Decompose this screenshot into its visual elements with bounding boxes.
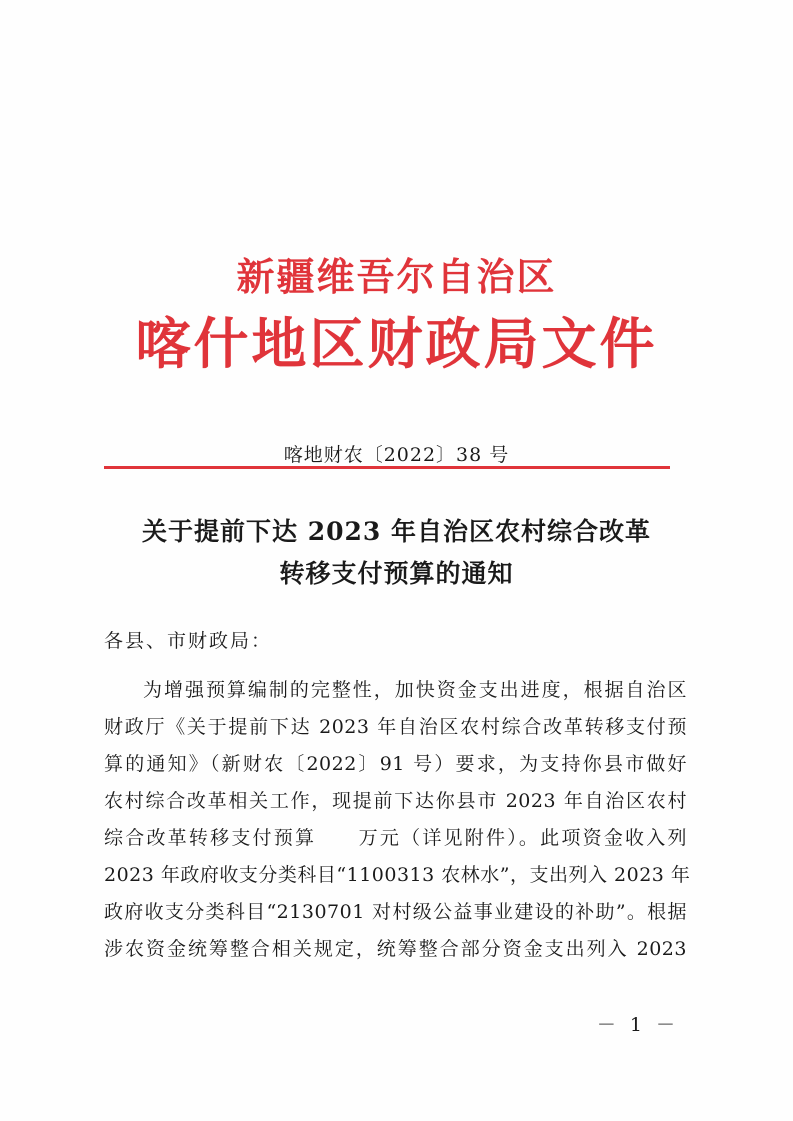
body-line: 综合改革转移支付预算 万元（详见附件）。此项资金收入列	[104, 827, 687, 849]
issuer-region-heading: 新疆维吾尔自治区	[236, 254, 557, 299]
body-line: 涉农资金统筹整合相关规定，统筹整合部分资金支出列入 2023	[104, 938, 687, 960]
document-number: 喀地财农〔2022〕38 号	[283, 444, 510, 466]
body-line: 农村综合改革相关工作，现提前下达你县市 2023 年自治区农村	[104, 790, 687, 812]
body-line: 算的通知》（新财农〔2022〕91 号）要求，为支持你县市做好	[104, 753, 687, 775]
red-divider-rule	[104, 466, 670, 469]
body-line: 2023 年政府收支分类科目“1100313 农林水”，支出列入 2023 年	[104, 864, 691, 886]
document-title-line-1: 关于提前下达 2023 年自治区农村综合改革	[142, 517, 651, 546]
body-line: 财政厅《关于提前下达 2023 年自治区农村综合改革转移支付预	[104, 716, 687, 738]
body-line: 为增强预算编制的完整性，加快资金支出进度，根据自治区	[143, 679, 687, 701]
body-line: 政府收支分类科目“2130701 对村级公益事业建设的补助”。根据	[104, 901, 687, 923]
salutation: 各县、市财政局：	[104, 630, 273, 652]
document-title-line-2: 转移支付预算的通知	[279, 559, 514, 588]
issuer-document-heading: 喀什地区财政局文件	[135, 311, 658, 376]
page-number: － 1 －	[596, 1014, 679, 1036]
